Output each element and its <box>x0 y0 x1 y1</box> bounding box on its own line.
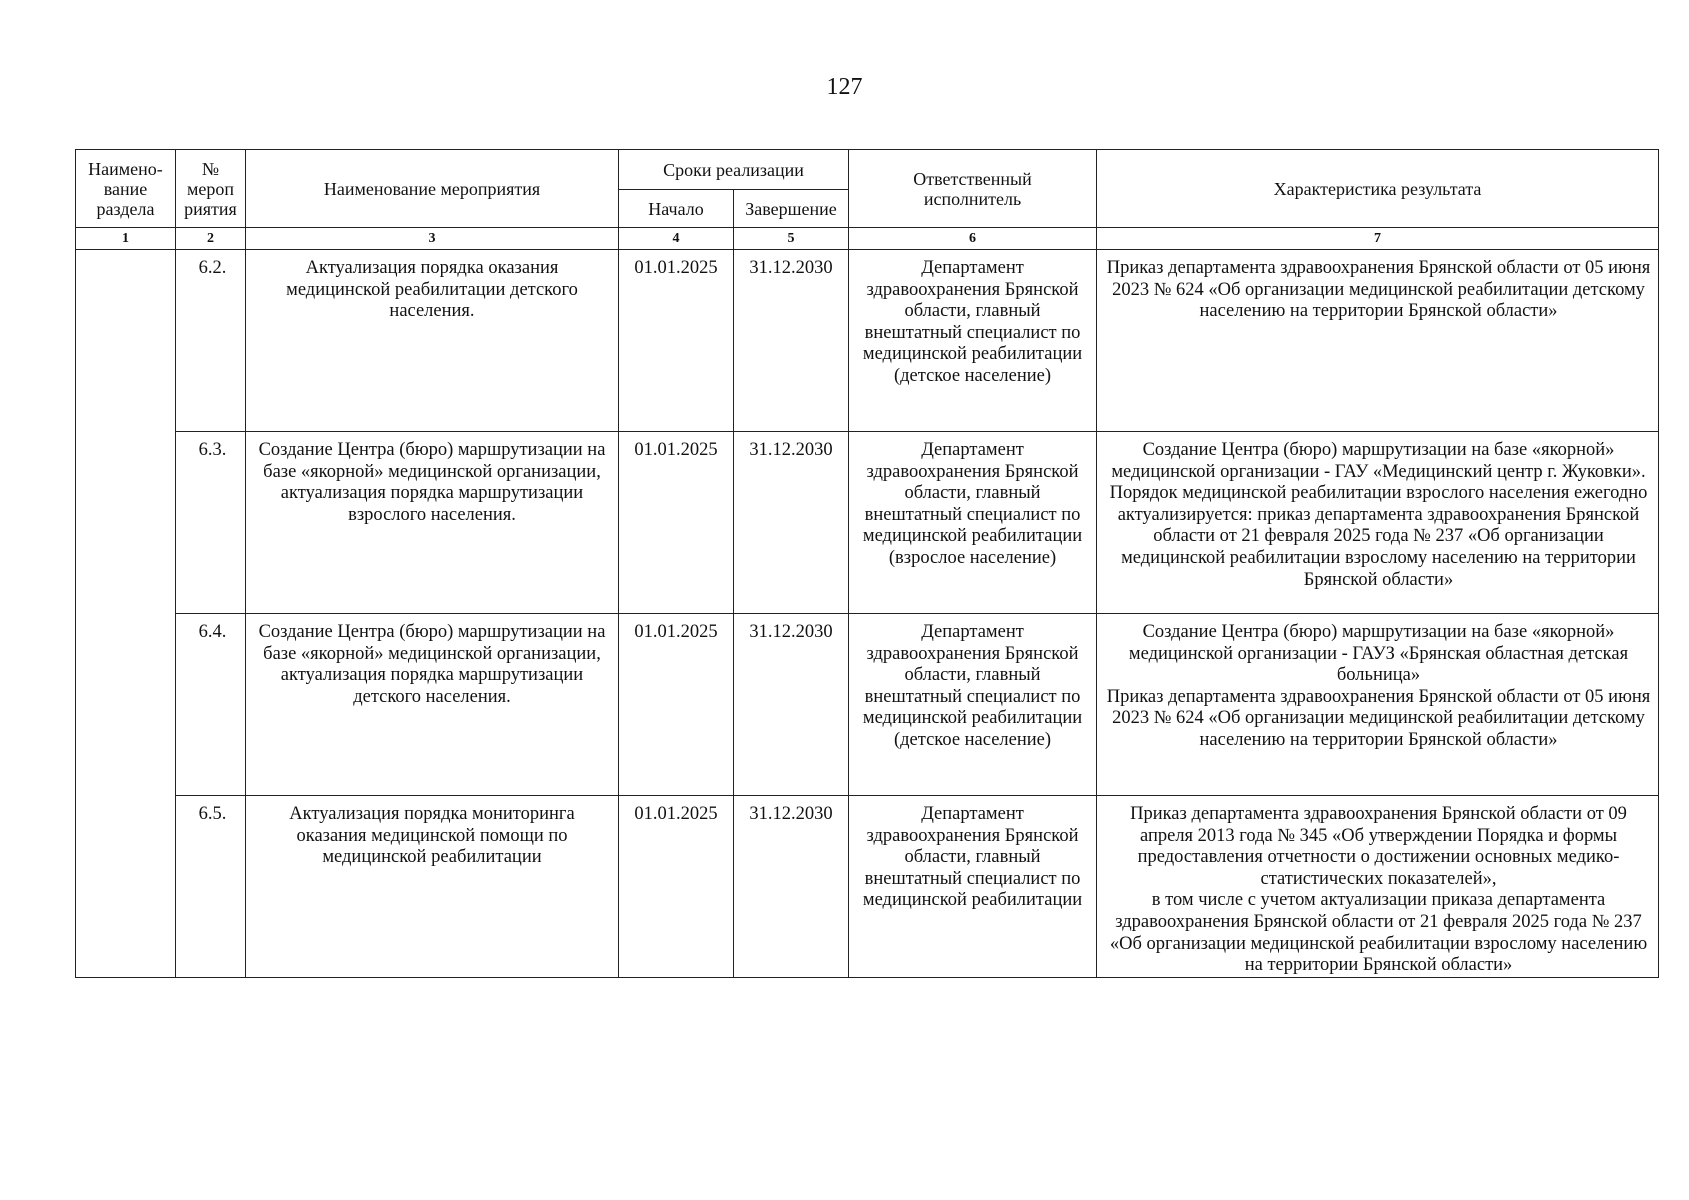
executor: Департамент здравоохранения Брянской области, главный внештатный специалист по медицинской реабилитации (детское население) <box>849 614 1097 796</box>
row-number: 6.4. <box>176 614 246 796</box>
header-result: Характеристика результата <box>1097 150 1659 228</box>
row-number: 6.5. <box>176 796 246 978</box>
column-number: 1 <box>76 228 176 250</box>
table-row <box>76 614 1659 796</box>
start-date: 01.01.2025 <box>619 614 734 796</box>
end-date: 31.12.2030 <box>734 432 849 614</box>
table-row <box>76 250 1659 432</box>
header-start: Начало <box>619 190 734 228</box>
column-number: 6 <box>849 228 1097 250</box>
end-date: 31.12.2030 <box>734 250 849 432</box>
result: Приказ департамента здравоохранения Брянской области от 09 апреля 2013 года № 345 «Об утверждении Порядка и формы предоставления отчетности о достижении основных медико-статистических показателей», в том числе с учетом актуализации приказа департамента здравоохранения Брянской области от 21 февраля 2025 года № 237 «Об организации медицинской реабилитации взрослому населению на территории Брянской области» <box>1097 796 1659 978</box>
row-number: 6.3. <box>176 432 246 614</box>
end-date: 31.12.2030 <box>734 796 849 978</box>
header-terms: Сроки реализации <box>619 150 849 190</box>
table-row <box>76 796 1659 978</box>
header-event-name: Наименование мероприятия <box>246 150 619 228</box>
event-name: Актуализация порядка мониторинга оказания медицинской помощи по медицинской реабилитации <box>246 796 619 978</box>
header-end: Завершение <box>734 190 849 228</box>
header-section: Наимено- вание раздела <box>76 150 176 228</box>
start-date: 01.01.2025 <box>619 432 734 614</box>
executor: Департамент здравоохранения Брянской области, главный внештатный специалист по медицинской реабилитации (взрослое население) <box>849 432 1097 614</box>
executor: Департамент здравоохранения Брянской области, главный внештатный специалист по медицинской реабилитации (детское население) <box>849 250 1097 432</box>
activities-table <box>75 149 1659 978</box>
start-date: 01.01.2025 <box>619 250 734 432</box>
result: Создание Центра (бюро) маршрутизации на базе «якорной» медицинской организации - ГАУЗ «Брянская областная детская больница» Приказ департамента здравоохранения Брянской области от 05 июня 2023 № 624 «Об организации медицинской реабилитации детскому населению на территории Брянской области» <box>1097 614 1659 796</box>
column-number: 2 <box>176 228 246 250</box>
result: Создание Центра (бюро) маршрутизации на базе «якорной» медицинской организации - ГАУ «Медицинский центр г. Жуковки». Порядок медицинской реабилитации взрослого населения ежегодно актуализируется: приказ департамента здравоохранения Брянской области от 21 февраля 2025 года № 237 «Об организации медицинской реабилитации взрослому населению на территории Брянской области» <box>1097 432 1659 614</box>
table-row <box>76 432 1659 614</box>
section-cell <box>76 250 176 978</box>
page-number: 127 <box>826 74 863 100</box>
executor: Департамент здравоохранения Брянской области, главный внештатный специалист по медицинской реабилитации <box>849 796 1097 978</box>
result: Приказ департамента здравоохранения Брянской области от 05 июня 2023 № 624 «Об организации медицинской реабилитации детскому населению на территории Брянской области» <box>1097 250 1659 432</box>
column-number: 5 <box>734 228 849 250</box>
column-number: 4 <box>619 228 734 250</box>
end-date: 31.12.2030 <box>734 614 849 796</box>
header-row <box>76 150 1659 190</box>
column-number: 3 <box>246 228 619 250</box>
row-number: 6.2. <box>176 250 246 432</box>
header-executor: Ответственный исполнитель <box>849 150 1097 228</box>
header-number: № мероп риятия <box>176 150 246 228</box>
column-number: 7 <box>1097 228 1659 250</box>
column-numbers-row <box>76 228 1659 250</box>
event-name: Актуализация порядка оказания медицинской реабилитации детского населения. <box>246 250 619 432</box>
start-date: 01.01.2025 <box>619 796 734 978</box>
event-name: Создание Центра (бюро) маршрутизации на базе «якорной» медицинской организации, актуализация порядка маршрутизации взрослого населения. <box>246 432 619 614</box>
event-name: Создание Центра (бюро) маршрутизации на базе «якорной» медицинской организации, актуализация порядка маршрутизации детского населения. <box>246 614 619 796</box>
